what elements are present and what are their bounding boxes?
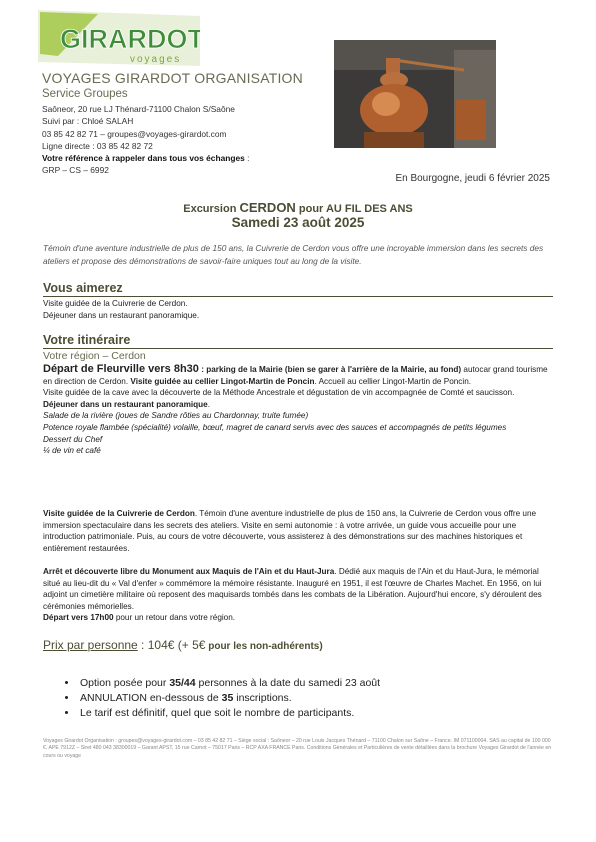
price-line: Prix par personne : 104€ (+ 5€ pour les non-adhérents) (43, 638, 323, 652)
menu-item: ¼ de vin et café (43, 446, 101, 456)
lunch: Déjeuner dans un restaurant panoramique. (43, 399, 210, 409)
section-rule (43, 348, 553, 349)
region-subheading: Votre région – Cerdon (43, 350, 146, 362)
condition-item: • Le tarif est définitif, quel que soit le nombre de participants. (78, 706, 380, 721)
copper-still-photo (334, 40, 496, 148)
menu-item: Salade de la rivière (joues de Sandre rôties au Chardonnay, truite fumée) (43, 411, 309, 421)
condition-item: • Option posée pour 35/44 personnes à la date du samedi 23 août (78, 676, 380, 691)
legal-footer: Voyages Girardot Organisation : groupes@voyages-girardot.com – 03 85 42 82 71 – Siège social : Saôneor – 20 rue Louis Jacques Thénard – 71100 Chalon sur Saône – France. IM 071100004. SAS au capital de 100 000 €. APE 7912Z – Siret 480 043 38300019 – Garant APST, 15 rue Carnot – 75017 Paris – RCP AXA FRANCE Paris. Conditions Générales et Particulières de vente détaillées dans la brochure Voyages Girardot de l'année en cours ou voyage (43, 738, 552, 759)
highlight-item: Déjeuner dans un restaurant panoramique. (43, 310, 200, 320)
price-value: 104€ (+ 5€ (147, 638, 206, 652)
intro-paragraph: Témoin d'une aventure industrielle de plus de 150 ans, la Cuivrerie de Cerdon vous offre une incroyable immersion dans les secrets des ateliers et propose des démonstrations de savoir-faire uniques tout au long de la visite. (43, 243, 544, 266)
logo-text: GIRARDOT (60, 24, 200, 54)
suivi-par: Suivi par : Chloé SALAH (42, 116, 134, 127)
reference-label: Votre référence à rappeler dans tous vos échanges : (42, 153, 250, 164)
section-heading-itineraire: Votre itinéraire (43, 333, 131, 347)
maquis-monument: Arrêt et découverte libre du Monument aux Maquis de l'Ain et du Haut-Jura. Dédié aux maquis de l'Ain et du Haut-Jura, le mémorial situé au lieu-dit du « Val d'enfer » commémore la mémoire résistante. Inauguré en 1951, il est l'œuvre de Charles Machet. En 1956, on lui adjoint un cimetière militaire où reposent des maquisards tombés dans les combats de la Libération. Aujourd'hui encore, s'y déroulent des cérémonies mémorielles. Départ vers 17h00 pour un retour dans votre région. (43, 566, 555, 624)
cuivrerie-visit: Visite guidée de la Cuivrerie de Cerdon. Témoin d'une aventure industrielle de plus de 150 ans, la Cuivrerie de Cerdon vous offre une immersion spectaculaire dans les secrets des ateliers. Visite en semi autonomie : à votre arrivée, un guide vous accueille pour une introduction patrimoniale. Puis, au cours de votre découverte, vous assisterez à des démonstrations sur des machines historiques et entièrement restaurées. (43, 509, 537, 553)
service-name: Service Groupes (42, 88, 128, 100)
menu-item: Potence royale flambée (spécialité) volaille, bœuf, magret de canard servis avec des sauces et accompagnés de petits légumes (43, 422, 507, 432)
address: Saôneor, 20 rue LJ Thénard-71100 Chalon S/Saône (42, 104, 235, 114)
phone-email: 03 85 42 82 71 – groupes@voyages-girardot.com (42, 128, 227, 139)
price-label: Prix par personne (43, 638, 138, 652)
highlight-item: Visite guidée de la Cuivrerie de Cerdon. (43, 299, 188, 308)
section-heading-vous-aimerez: Vous aimerez (43, 281, 123, 295)
cave-visit: Visite guidée de la cave avec la découverte de la Méthode Ancestrale et dégustation de vin accompagnée de Comté et saucisson. (43, 388, 515, 398)
section-rule (43, 296, 553, 297)
itinerary-morning: Départ de Fleurville vers 8h30 : parking de la Mairie (bien se garer à l'arrière de la Mairie, au fond) autocar grand tourisme en direction de Cerdon. Visite guidée au cellier Lingot-Martin de Poncin. Accueil au cellier Lingot-Martin de Poncin. Visite guidée de la cave avec la découverte de la Méthode Ancestrale et dégustation de vin accompagnée de Comté et saucisson. Déjeuner dans un restaurant panoramique. Salade de la rivière (joues de Sandre rôties au Chardonnay, truite fumée) Potence royale flambée (spécialité) volaille, bœuf, magret de canard servis avec des sauces et accompagnés de petits légumes Dessert du Chef ¼ de vin et café (43, 364, 555, 457)
condition-item: • ANNULATION en-dessous de 35 inscriptions. (78, 691, 380, 706)
logo-tagline: voyages (130, 54, 182, 65)
company-logo (38, 10, 200, 66)
document-date: En Bourgogne, jeudi 6 février 2025 (395, 173, 550, 184)
contact-block (42, 103, 249, 177)
menu-item: Dessert du Chef (43, 434, 103, 444)
excursion-title: Excursion CERDON pour AU FIL DES ANS (183, 200, 413, 215)
direct-line: Ligne directe : 03 85 42 82 72 (42, 140, 153, 151)
highlights-list (43, 298, 555, 321)
return-departure: Départ vers 17h00 pour un retour dans votre région. (43, 613, 236, 623)
conditions-list (58, 676, 380, 721)
organisation-name: VOYAGES GIRARDOT ORGANISATION (42, 70, 303, 86)
reference-value: GRP – CS – 6992 (42, 165, 109, 176)
excursion-date: Samedi 23 août 2025 (231, 215, 365, 230)
